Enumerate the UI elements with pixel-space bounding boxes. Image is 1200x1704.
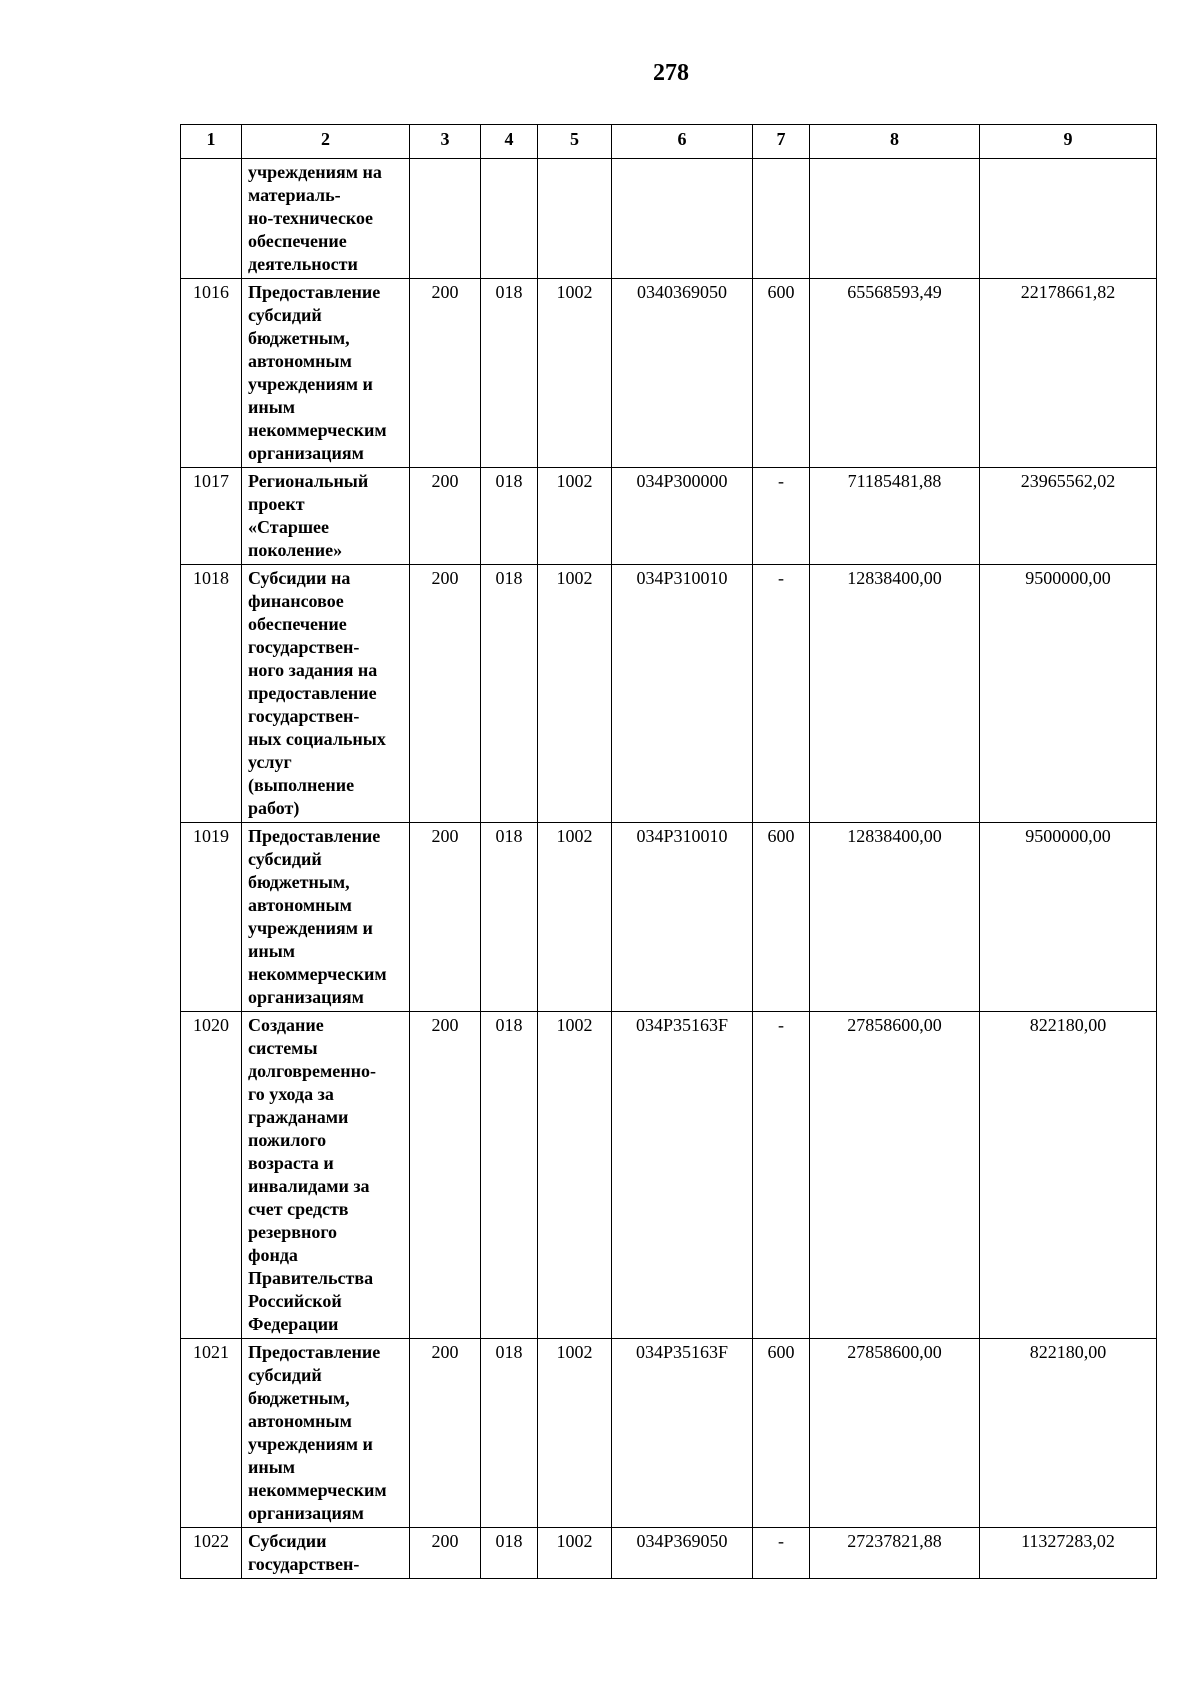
item-name-line: материаль- xyxy=(248,185,341,205)
column-header-2: 2 xyxy=(242,125,410,159)
item-name-line: обеспечение xyxy=(248,614,347,634)
item-name-line: иным xyxy=(248,941,296,961)
amount-cell: 22178661,82 xyxy=(980,279,1157,468)
amount-cell xyxy=(980,159,1157,279)
item-name-line: возраста и xyxy=(248,1153,334,1173)
item-name-line: «Старшее xyxy=(248,517,330,537)
section-code-cell: 1002 xyxy=(538,1339,612,1528)
item-name-line: счет средств xyxy=(248,1199,349,1219)
item-name-line: системы xyxy=(248,1038,318,1058)
target-article-cell: 0340369050 xyxy=(612,279,753,468)
section-code-cell: 1002 xyxy=(538,279,612,468)
column-header-5: 5 xyxy=(538,125,612,159)
item-name-line: организациям xyxy=(248,1503,364,1523)
department-code-cell: 018 xyxy=(481,565,538,823)
amount-cell xyxy=(810,159,980,279)
item-name-line: учреждениям на xyxy=(248,162,382,182)
item-name-line: финансовое xyxy=(248,591,344,611)
row-number-cell: 1022 xyxy=(181,1528,242,1579)
column-header-6: 6 xyxy=(612,125,753,159)
row-number-cell: 1017 xyxy=(181,468,242,565)
item-name-line: долговременно- xyxy=(248,1061,376,1081)
item-name-line: автономным xyxy=(248,895,352,915)
department-code-cell: 018 xyxy=(481,1339,538,1528)
target-article-cell xyxy=(612,159,753,279)
item-name-cell xyxy=(242,1528,410,1579)
expense-type-cell: - xyxy=(753,1012,810,1339)
item-name-cell xyxy=(242,823,410,1012)
expense-type-cell: - xyxy=(753,468,810,565)
row-number-cell xyxy=(181,159,242,279)
target-article-cell: 034P300000 xyxy=(612,468,753,565)
amount-cell: 27237821,88 xyxy=(810,1528,980,1579)
item-name-line: поколение» xyxy=(248,540,343,560)
row-number-cell: 1019 xyxy=(181,823,242,1012)
item-name-cell xyxy=(242,1012,410,1339)
amount-cell: 23965562,02 xyxy=(980,468,1157,565)
admin-code-cell: 200 xyxy=(410,1528,481,1579)
item-name-line: бюджетным, xyxy=(248,1388,350,1408)
amount-cell: 65568593,49 xyxy=(810,279,980,468)
item-name-line: го ухода за xyxy=(248,1084,334,1104)
target-article-cell: 034P35163F xyxy=(612,1339,753,1528)
item-name-line: некоммерческим xyxy=(248,964,387,984)
item-name-line: Российской xyxy=(248,1291,342,1311)
admin-code-cell: 200 xyxy=(410,823,481,1012)
section-code-cell: 1002 xyxy=(538,1528,612,1579)
item-name-line: (выполнение xyxy=(248,775,355,795)
item-name-line: фонда xyxy=(248,1245,298,1265)
item-name-cell xyxy=(242,279,410,468)
item-name-line: субсидий xyxy=(248,1365,322,1385)
item-name-line: деятельности xyxy=(248,254,358,274)
table-row xyxy=(181,565,1157,823)
amount-cell: 27858600,00 xyxy=(810,1012,980,1339)
item-name-line: автономным xyxy=(248,1411,352,1431)
expense-type-cell: - xyxy=(753,565,810,823)
department-code-cell xyxy=(481,159,538,279)
row-number-cell: 1020 xyxy=(181,1012,242,1339)
item-name-line: Создание xyxy=(248,1015,324,1035)
item-name-line: резервного xyxy=(248,1222,338,1242)
column-header-1: 1 xyxy=(181,125,242,159)
item-name-line: иным xyxy=(248,1457,296,1477)
expense-type-cell: 600 xyxy=(753,823,810,1012)
target-article-cell: 034P369050 xyxy=(612,1528,753,1579)
item-name-line: Региональный xyxy=(248,471,369,491)
item-name-line: иным xyxy=(248,397,296,417)
item-name-line: проект xyxy=(248,494,305,514)
item-name-line: Субсидии xyxy=(248,1531,327,1551)
section-code-cell: 1002 xyxy=(538,468,612,565)
table-row xyxy=(181,279,1157,468)
department-code-cell: 018 xyxy=(481,823,538,1012)
expense-type-cell: 600 xyxy=(753,279,810,468)
item-name-line: организациям xyxy=(248,443,364,463)
item-name-line: учреждениям и xyxy=(248,1434,373,1454)
amount-cell: 9500000,00 xyxy=(980,565,1157,823)
item-name-line: ных социальных xyxy=(248,729,386,749)
budget-table xyxy=(180,124,1157,1579)
item-name-line: некоммерческим xyxy=(248,1480,387,1500)
item-name-line: субсидий xyxy=(248,849,322,869)
amount-cell: 822180,00 xyxy=(980,1012,1157,1339)
section-code-cell: 1002 xyxy=(538,1012,612,1339)
amount-cell: 27858600,00 xyxy=(810,1339,980,1528)
column-header-3: 3 xyxy=(410,125,481,159)
admin-code-cell xyxy=(410,159,481,279)
column-header-7: 7 xyxy=(753,125,810,159)
item-name-line: услуг xyxy=(248,752,292,772)
item-name-line: Предоставление xyxy=(248,282,381,302)
row-number-cell: 1016 xyxy=(181,279,242,468)
item-name-line: некоммерческим xyxy=(248,420,387,440)
section-code-cell: 1002 xyxy=(538,823,612,1012)
amount-cell: 71185481,88 xyxy=(810,468,980,565)
amount-cell: 822180,00 xyxy=(980,1339,1157,1528)
item-name-line: Предоставление xyxy=(248,1342,381,1362)
item-name-line: государствен- xyxy=(248,706,360,726)
admin-code-cell: 200 xyxy=(410,279,481,468)
item-name-line: инвалидами за xyxy=(248,1176,370,1196)
item-name-line: Правительства xyxy=(248,1268,374,1288)
row-number-cell: 1018 xyxy=(181,565,242,823)
item-name-line: Предоставление xyxy=(248,826,381,846)
column-header-8: 8 xyxy=(810,125,980,159)
item-name-line: Субсидии на xyxy=(248,568,351,588)
table-row xyxy=(181,1012,1157,1339)
item-name-line: пожилого xyxy=(248,1130,327,1150)
item-name-line: учреждениям и xyxy=(248,918,373,938)
admin-code-cell: 200 xyxy=(410,1339,481,1528)
admin-code-cell: 200 xyxy=(410,1012,481,1339)
item-name-line: учреждениям и xyxy=(248,374,373,394)
item-name-line: государствен- xyxy=(248,637,360,657)
item-name-line: обеспечение xyxy=(248,231,347,251)
item-name-cell xyxy=(242,565,410,823)
section-code-cell: 1002 xyxy=(538,565,612,823)
item-name-line: автономным xyxy=(248,351,352,371)
department-code-cell: 018 xyxy=(481,279,538,468)
target-article-cell: 034P310010 xyxy=(612,565,753,823)
table-body xyxy=(181,159,1157,1579)
expense-type-cell: 600 xyxy=(753,1339,810,1528)
amount-cell: 11327283,02 xyxy=(980,1528,1157,1579)
table-row xyxy=(181,823,1157,1012)
section-code-cell xyxy=(538,159,612,279)
column-header-9: 9 xyxy=(980,125,1157,159)
item-name-line: субсидий xyxy=(248,305,322,325)
admin-code-cell: 200 xyxy=(410,565,481,823)
item-name-line: работ) xyxy=(248,798,300,818)
expense-type-cell xyxy=(753,159,810,279)
admin-code-cell: 200 xyxy=(410,468,481,565)
item-name-line: но-техническое xyxy=(248,208,374,228)
item-name-line: бюджетным, xyxy=(248,328,350,348)
item-name-cell xyxy=(242,468,410,565)
table-row xyxy=(181,468,1157,565)
item-name-line: бюджетным, xyxy=(248,872,350,892)
column-header-4: 4 xyxy=(481,125,538,159)
item-name-line: предоставление xyxy=(248,683,377,703)
table-header-row xyxy=(181,125,1157,159)
amount-cell: 9500000,00 xyxy=(980,823,1157,1012)
table-row xyxy=(181,1339,1157,1528)
amount-cell: 12838400,00 xyxy=(810,565,980,823)
item-name-line: ного задания на xyxy=(248,660,378,680)
expense-type-cell: - xyxy=(753,1528,810,1579)
department-code-cell: 018 xyxy=(481,1012,538,1339)
item-name-line: государствен- xyxy=(248,1554,360,1574)
item-name-line: гражданами xyxy=(248,1107,349,1127)
amount-cell: 12838400,00 xyxy=(810,823,980,1012)
item-name-line: организациям xyxy=(248,987,364,1007)
target-article-cell: 034P310010 xyxy=(612,823,753,1012)
row-number-cell: 1021 xyxy=(181,1339,242,1528)
department-code-cell: 018 xyxy=(481,468,538,565)
target-article-cell: 034P35163F xyxy=(612,1012,753,1339)
page-number: 278 xyxy=(653,60,689,86)
item-name-line: Федерации xyxy=(248,1314,339,1334)
table-row xyxy=(181,159,1157,279)
table-row xyxy=(181,1528,1157,1579)
item-name-cell xyxy=(242,1339,410,1528)
department-code-cell: 018 xyxy=(481,1528,538,1579)
item-name-cell xyxy=(242,159,410,279)
